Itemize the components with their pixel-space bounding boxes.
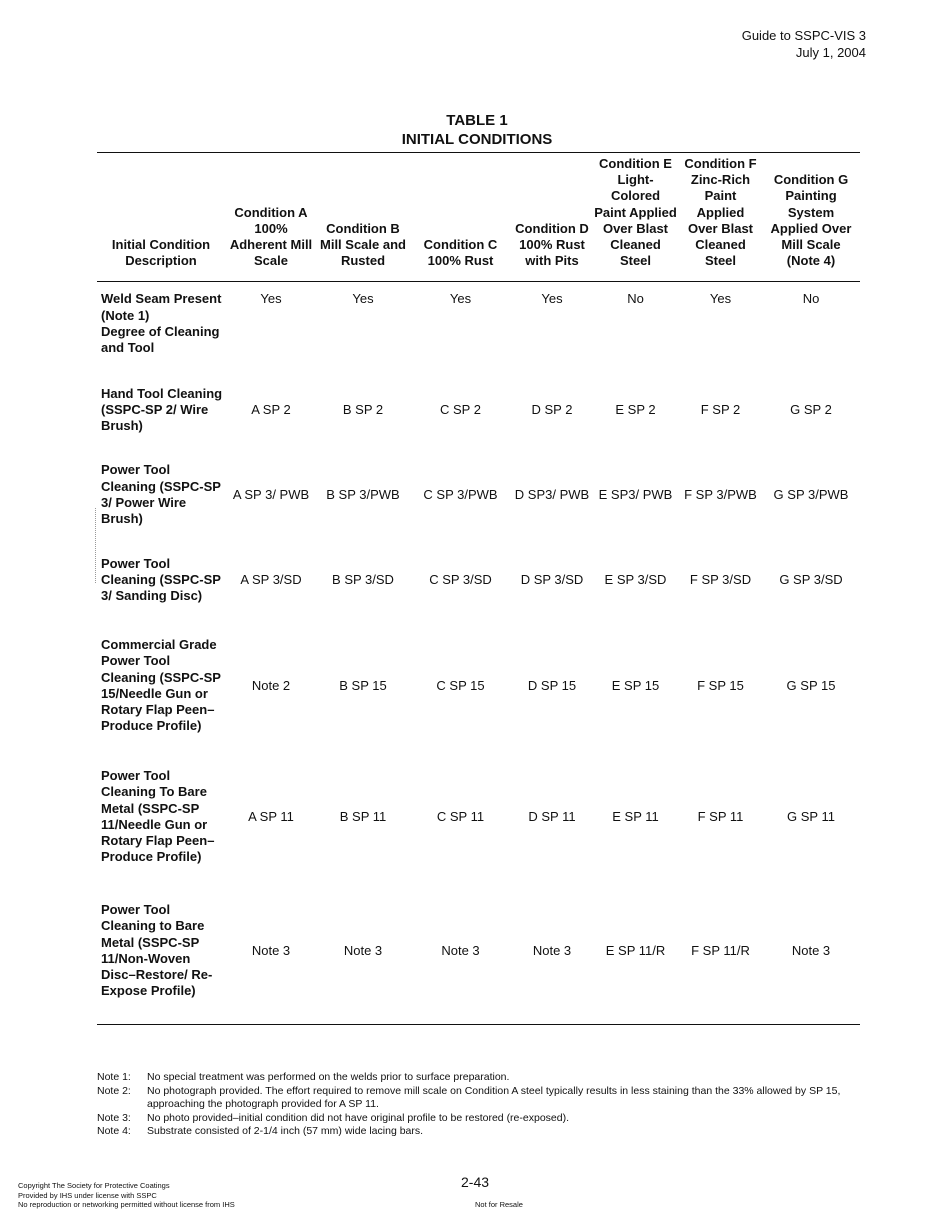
table-cell: G SP 2 bbox=[790, 401, 832, 417]
table-cell bbox=[762, 324, 860, 368]
row-label: Power Tool Cleaning (SSPC-SP 3/ Power Wire Brush) bbox=[101, 462, 221, 527]
table-cell: B SP 3/PWB bbox=[326, 486, 400, 502]
row-label: Power Tool Cleaning to Bare Metal (SSPC-SP 11/Non-Woven Disc–Restore/ Re-Expose Profile) bbox=[101, 902, 213, 999]
table-cell: C SP 15 bbox=[436, 677, 485, 693]
table-row bbox=[97, 538, 860, 622]
table-cell: B SP 2 bbox=[342, 401, 384, 417]
table-cell bbox=[592, 324, 679, 368]
table-cell: F SP 3/SD bbox=[689, 571, 752, 587]
column-header: Condition A 100% Adherent Mill Scale bbox=[229, 204, 313, 269]
table-row bbox=[97, 282, 860, 324]
note-item bbox=[97, 1085, 860, 1112]
note-item bbox=[97, 1125, 860, 1139]
table-cell: G SP 11 bbox=[787, 808, 835, 824]
table-cell: A SP 11 bbox=[248, 808, 294, 824]
table-cell: No bbox=[627, 291, 644, 307]
table-title: TABLE 1 bbox=[446, 112, 508, 129]
note-item bbox=[97, 1112, 860, 1126]
table-cell: E SP 2 bbox=[615, 401, 656, 417]
table-row bbox=[97, 750, 860, 884]
table-title-block bbox=[97, 111, 857, 149]
table-cell bbox=[679, 324, 762, 368]
page-number: 2-43 bbox=[461, 1174, 490, 1190]
table-cell: Yes bbox=[449, 291, 472, 307]
table-cell: E SP 3/SD bbox=[604, 571, 667, 587]
table-cell: G SP 3/SD bbox=[779, 571, 843, 587]
table-cell: B SP 3/SD bbox=[332, 571, 394, 587]
column-header: Condition F Zinc-Rich Paint Applied Over Blast Cleaned Steel bbox=[684, 156, 757, 269]
table-cell: D SP3/ PWB bbox=[514, 486, 590, 502]
note-text: No photograph provided. The effort required to remove mill scale on Condition A steel typically results in less staining than the 33% allowed by SP 15, approaching the photograph provided for A SP 11. bbox=[147, 1084, 841, 1110]
initial-conditions-table bbox=[97, 152, 860, 1025]
table-cell: C SP 3/PWB bbox=[423, 486, 498, 502]
copyright-notice bbox=[18, 1181, 235, 1210]
table-cell: D SP 15 bbox=[527, 677, 577, 693]
table-cell: Yes bbox=[541, 291, 563, 307]
note-label: Note 2: bbox=[97, 1084, 131, 1097]
table-cell: G SP 3/PWB bbox=[773, 486, 849, 502]
table-cell: Note 3 bbox=[343, 942, 383, 958]
row-label: Power Tool Cleaning To Bare Metal (SSPC-SP 11/Needle Gun or Rotary Flap Peen–Produce Profile) bbox=[101, 768, 215, 865]
copyright-line: Provided by IHS under license with SSPC bbox=[18, 1190, 157, 1200]
header-date: July 1, 2004 bbox=[795, 45, 866, 60]
table-cell: A SP 3/ PWB bbox=[232, 486, 310, 502]
table-cell: G SP 15 bbox=[786, 677, 836, 693]
table-cell: No bbox=[802, 291, 820, 307]
table-cell: D SP 2 bbox=[531, 401, 573, 417]
resale-notice: Not for Resale bbox=[475, 1200, 523, 1209]
table-cell: Yes bbox=[260, 291, 282, 307]
table-cell: D SP 3/SD bbox=[520, 571, 584, 587]
table-header-row bbox=[97, 153, 860, 282]
table-row bbox=[97, 368, 860, 452]
table-cell: E SP3/ PWB bbox=[598, 486, 673, 502]
column-header: Condition C 100% Rust bbox=[423, 237, 498, 269]
table-cell: F SP 11/R bbox=[691, 942, 750, 958]
table-cell: E SP 15 bbox=[611, 677, 660, 693]
column-header: Condition B Mill Scale and Rusted bbox=[320, 220, 406, 269]
table-row bbox=[97, 324, 860, 368]
table-cell: F SP 11 bbox=[697, 808, 744, 824]
column-header: Condition G Painting System Applied Over Mill Scale (Note 4) bbox=[770, 172, 852, 269]
note-label: Note 4: bbox=[97, 1125, 131, 1137]
column-header: Condition E Light-Colored Paint Applied Over Blast Cleaned Steel bbox=[594, 156, 677, 269]
table-cell: F SP 15 bbox=[697, 677, 744, 693]
table-cell: D SP 11 bbox=[528, 808, 576, 824]
copyright-line: Copyright The Society for Protective Coatings bbox=[18, 1181, 170, 1190]
table-cell: Note 3 bbox=[441, 942, 480, 958]
table-cell: Yes bbox=[709, 291, 732, 307]
table-row bbox=[97, 452, 860, 538]
table-cell: Note 3 bbox=[532, 942, 572, 958]
table-cell bbox=[512, 324, 592, 368]
row-label: Power Tool Cleaning (SSPC-SP 3/ Sanding Disc) bbox=[101, 555, 221, 603]
note-text: No special treatment was performed on the welds prior to surface preparation. bbox=[147, 1071, 510, 1083]
row-label: Commercial Grade Power Tool Cleaning (SSPC-SP 15/Needle Gun or Rotary Flap Peen–Produce Profile) bbox=[101, 637, 221, 734]
row-label: Degree of Cleaning and Tool bbox=[101, 323, 220, 356]
table-cell: E SP 11/R bbox=[605, 942, 666, 958]
table-cell: Yes bbox=[352, 291, 374, 307]
table-cell: Note 3 bbox=[251, 942, 291, 958]
header-doc-title: Guide to SSPC-VIS 3 bbox=[741, 28, 866, 43]
table-subtitle: INITIAL CONDITIONS bbox=[401, 131, 553, 148]
note-label: Note 3: bbox=[97, 1111, 131, 1124]
table-cell: F SP 3/PWB bbox=[684, 486, 757, 502]
table-cell: B SP 11 bbox=[339, 808, 387, 824]
table-notes bbox=[97, 1071, 860, 1139]
table-row bbox=[97, 884, 860, 1025]
table-cell: F SP 2 bbox=[700, 401, 741, 417]
table-cell: C SP 2 bbox=[440, 401, 481, 417]
table-cell: A SP 2 bbox=[251, 401, 291, 417]
note-text: Substrate consisted of 2-1/4 inch (57 mm) wide lacing bars. bbox=[147, 1125, 424, 1137]
table-cell: A SP 3/SD bbox=[240, 571, 302, 587]
table-cell: C SP 3/SD bbox=[429, 571, 492, 587]
table-cell bbox=[225, 324, 317, 368]
row-label: Hand Tool Cleaning (SSPC-SP 2/ Wire Brush) bbox=[101, 385, 223, 433]
copyright-line: No reproduction or networking permitted without license from IHS bbox=[18, 1200, 235, 1209]
table-cell: E SP 11 bbox=[612, 808, 659, 824]
table-cell bbox=[317, 324, 409, 368]
note-text: No photo provided–initial condition did not have original profile to be restored (re-exposed). bbox=[147, 1111, 570, 1124]
row-label: Weld Seam Present (Note 1) bbox=[101, 291, 222, 323]
page-header bbox=[742, 27, 866, 61]
note-item bbox=[97, 1071, 860, 1085]
table-cell bbox=[409, 324, 512, 368]
table-cell: B SP 15 bbox=[339, 677, 387, 693]
table-cell: Note 3 bbox=[791, 942, 831, 958]
note-label: Note 1: bbox=[97, 1071, 131, 1083]
column-header: Condition D 100% Rust with Pits bbox=[515, 220, 589, 269]
table-row bbox=[97, 622, 860, 750]
table-cell: C SP 11 bbox=[436, 808, 485, 824]
table-cell: Note 2 bbox=[251, 677, 291, 693]
column-header: Initial Condition Description bbox=[111, 237, 211, 269]
